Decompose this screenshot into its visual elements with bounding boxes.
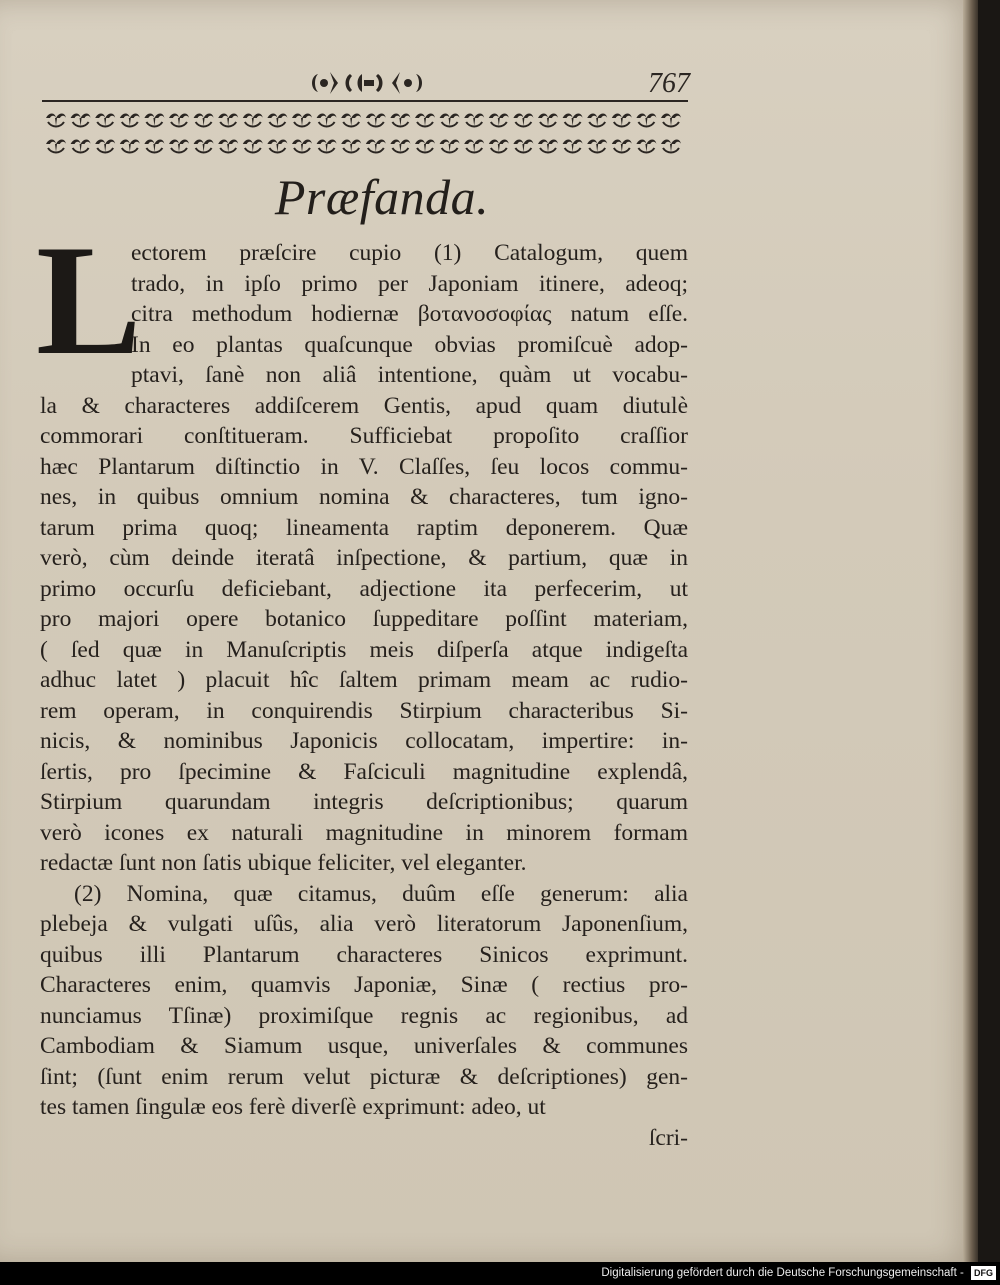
text-line: hæc Plantarum diſtinctio in V. Claſſes, ſeu locos commu- <box>40 453 688 480</box>
text-line: ſint; (ſunt enim rerum velut picturæ & deſcriptiones) gen- <box>40 1063 688 1090</box>
text-line: nicis, & nominibus Japonicis collocatam, impertire: in- <box>40 728 688 754</box>
page-number: 767 <box>648 68 690 99</box>
text-line: redactæ ſunt non ſatis ubique feliciter, vel eleganter. <box>40 850 527 876</box>
text-line: verò, cùm deinde iteratâ inſpectione, & partium, quæ in <box>40 545 688 571</box>
text-line: Characteres enim, quamvis Japoniæ, Sinæ ( rectius pro- <box>40 972 688 998</box>
page-edge-shadow <box>963 0 978 1262</box>
header-rule <box>42 100 688 102</box>
text-line: adhuc latet ) placuit hîc ſaltem primam meam ac rudio- <box>40 667 688 693</box>
section-heading: Præfanda. <box>274 169 490 225</box>
text-line: ( ſed quæ in Manuſcriptis meis diſperſa atque indigeſta <box>40 636 688 663</box>
text-line: nes, in quibus omnium nomina & characteres, tum igno- <box>40 484 688 510</box>
text-line: Cambodiam & Siamum usque, univerſales & communes <box>40 1033 688 1059</box>
digitization-credit-bar <box>0 1262 1000 1285</box>
drop-cap: L <box>36 213 142 388</box>
text-line: tarum prima quoq; lineamenta raptim deponerem. Quæ <box>40 514 688 541</box>
text-line: plebeja & vulgati uſûs, alia verò literatorum Japonenſium, <box>40 911 688 937</box>
text-line: (2) Nomina, quæ citamus, duûm eſſe generum: alia <box>74 880 688 907</box>
text-line: In eo plantas quaſcunque obvias promiſcuè adop- <box>131 331 688 358</box>
top-ornament-icon <box>300 66 440 100</box>
text-line: nunciamus Tſinæ) proximiſque regnis ac regionibus, ad <box>40 1002 688 1029</box>
dfg-logo-icon: DFG <box>971 1266 996 1280</box>
text-line: rem operam, in conquirendis Stirpium characteribus Si- <box>40 697 688 724</box>
text-line: quibus illi Plantarum characteres Sinicos exprimunt. <box>40 941 688 968</box>
credit-text: Digitalisierung gefördert durch die Deutsche Forschungsgemeinschaft - <box>601 1267 964 1279</box>
text-line: verò icones ex naturali magnitudine in minorem formam <box>40 819 688 846</box>
text-line: ptavi, ſanè non aliâ intentione, quàm ut vocabu- <box>131 362 688 388</box>
text-line: la & characteres addiſcerem Gentis, apud quam diutulè <box>40 392 688 419</box>
text-line: citra methodum hodiernæ βοτανοσοφίας natum eſſe. <box>131 301 688 327</box>
fleuron-border-icon <box>42 104 688 160</box>
text-line: pro majori opere botanico ſuppeditare poſſint materiam, <box>40 606 688 632</box>
text-line: ectorem præſcire cupio (1) Catalogum, quem <box>131 240 688 266</box>
text-line: commorari conſtitueram. Sufficiebat propoſito craſſior <box>40 423 688 449</box>
text-line: ſertis, pro ſpecimine & Faſciculi magnitudine explendâ, <box>40 758 688 785</box>
catchword: ſcri- <box>648 1124 688 1151</box>
text-line: tes tamen ſingulæ eos ferè diverſè exprimunt: adeo, ut <box>40 1094 546 1120</box>
text-line: primo occurſu deficiebant, adjectione ita perfecerim, ut <box>40 575 688 602</box>
body-text <box>40 238 688 1153</box>
text-line: trado, in ipſo primo per Japoniam itinere, adeoq; <box>131 270 688 297</box>
text-line: Stirpium quarundam integris deſcriptionibus; quarum <box>40 789 688 815</box>
